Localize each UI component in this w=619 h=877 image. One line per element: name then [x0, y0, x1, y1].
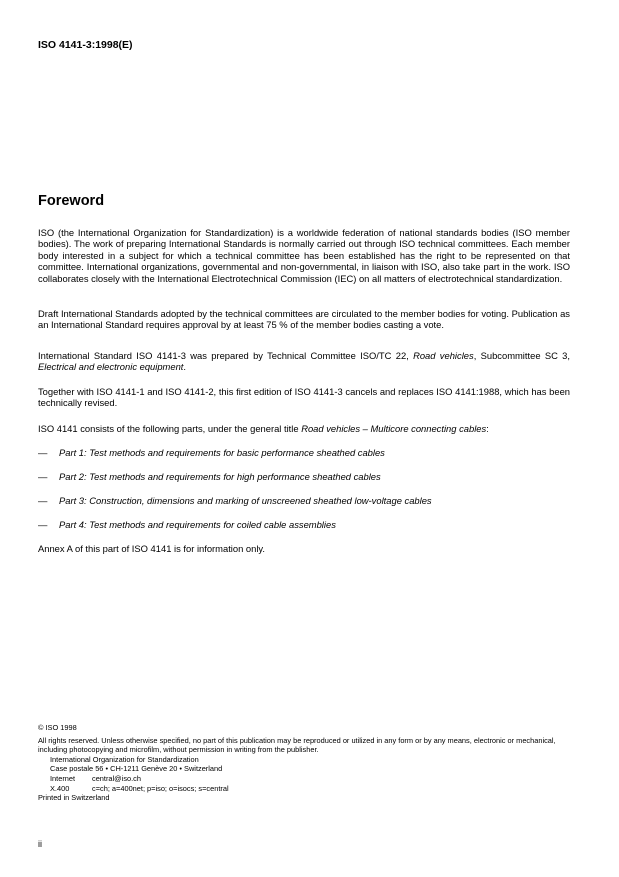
rights-statement: All rights reserved. Unless otherwise specified, no part of this publication may be reproduced or utilized in any form or by any means, electronic or mechanical, including photocopying and microfilm, without permission in writing from the publisher. — [38, 735, 556, 755]
committee-name: Road vehicles — [413, 350, 474, 361]
list-item — [38, 447, 570, 458]
list-dash: — — [38, 495, 48, 506]
general-title: Road vehicles – Multicore connecting cables — [301, 423, 487, 434]
paragraph-parts-intro — [38, 423, 570, 434]
list-dash: — — [38, 447, 48, 458]
page-number: ii — [38, 839, 42, 849]
list-dash: — — [38, 471, 48, 482]
part-title: Part 2: Test methods and requirements for high performance sheathed cables — [59, 471, 381, 482]
internet-value: central@iso.ch — [92, 773, 141, 783]
parts-intro-text: ISO 4141 consists of the following parts, under the general title — [38, 423, 302, 434]
paragraph-edition: Together with ISO 4141-1 and ISO 4141-2, this first edition of ISO 4141-3 cancels and replaces ISO 4141:1988, which has been technically revised. — [38, 386, 570, 409]
prepared-by-end: . — [183, 361, 186, 373]
copyright-block — [38, 723, 578, 803]
paragraph-iso-intro: ISO (the International Organization for Standardization) is a worldwide federation of national standards bodies (ISO member bodies). The work of preparing International Standards is normally carried out through ISO technical committees. Each member body interested in a subject for which a technical committee has been established has the right to be represented on that committee. International organizations, governmental and non-governmental, in liaison with ISO, also take part in the work. ISO collaborates closely with the International Electrotechnical Commission (IEC) on all matters of electrotechnical standardization. — [38, 227, 570, 284]
part-title: Part 3: Construction, dimensions and marking of unscreened sheathed low-voltage cables — [59, 495, 432, 506]
list-item — [38, 519, 570, 530]
subcommittee-name: Electrical and electronic equipment — [38, 361, 184, 373]
prepared-by-text: International Standard ISO 4141-3 was prepared by Technical Committee ISO/TC 22, — [38, 350, 414, 361]
x400-contact — [38, 784, 578, 794]
standard-identifier: ISO 4141-3:1998(E) — [38, 39, 133, 51]
part-title: Part 1: Test methods and requirements for basic performance sheathed cables — [59, 447, 385, 458]
prepared-by-text-2: , Subcommittee SC 3, — [473, 350, 571, 361]
parts-intro-end: : — [486, 423, 489, 434]
x400-value: c=ch; a=400net; p=iso; o=isocs; s=central — [92, 783, 229, 793]
copyright-notice: © ISO 1998 — [38, 723, 77, 732]
list-item — [38, 471, 570, 482]
paragraph-annex: Annex A of this part of ISO 4141 is for information only. — [38, 543, 266, 554]
paragraph-prepared-by — [38, 350, 570, 373]
part-title: Part 4: Test methods and requirements for coiled cable assemblies — [59, 519, 336, 530]
postal-address: Case postale 56 • CH-1211 Genève 20 • Switzerland — [50, 764, 223, 774]
paragraph-draft-standards: Draft International Standards adopted by the technical committees are circulated to the member bodies for voting. Publication as an International Standard requires approval by at least 75 % of the member bodies casting a vote. — [38, 308, 570, 331]
list-dash: — — [38, 519, 48, 530]
organization-name: International Organization for Standardization — [50, 754, 199, 764]
printed-in: Printed in Switzerland — [38, 793, 110, 803]
list-item — [38, 495, 570, 506]
internet-label: Internet — [50, 773, 76, 783]
internet-contact — [38, 774, 578, 784]
x400-label: X.400 — [50, 783, 70, 793]
page-title: Foreword — [38, 193, 105, 209]
